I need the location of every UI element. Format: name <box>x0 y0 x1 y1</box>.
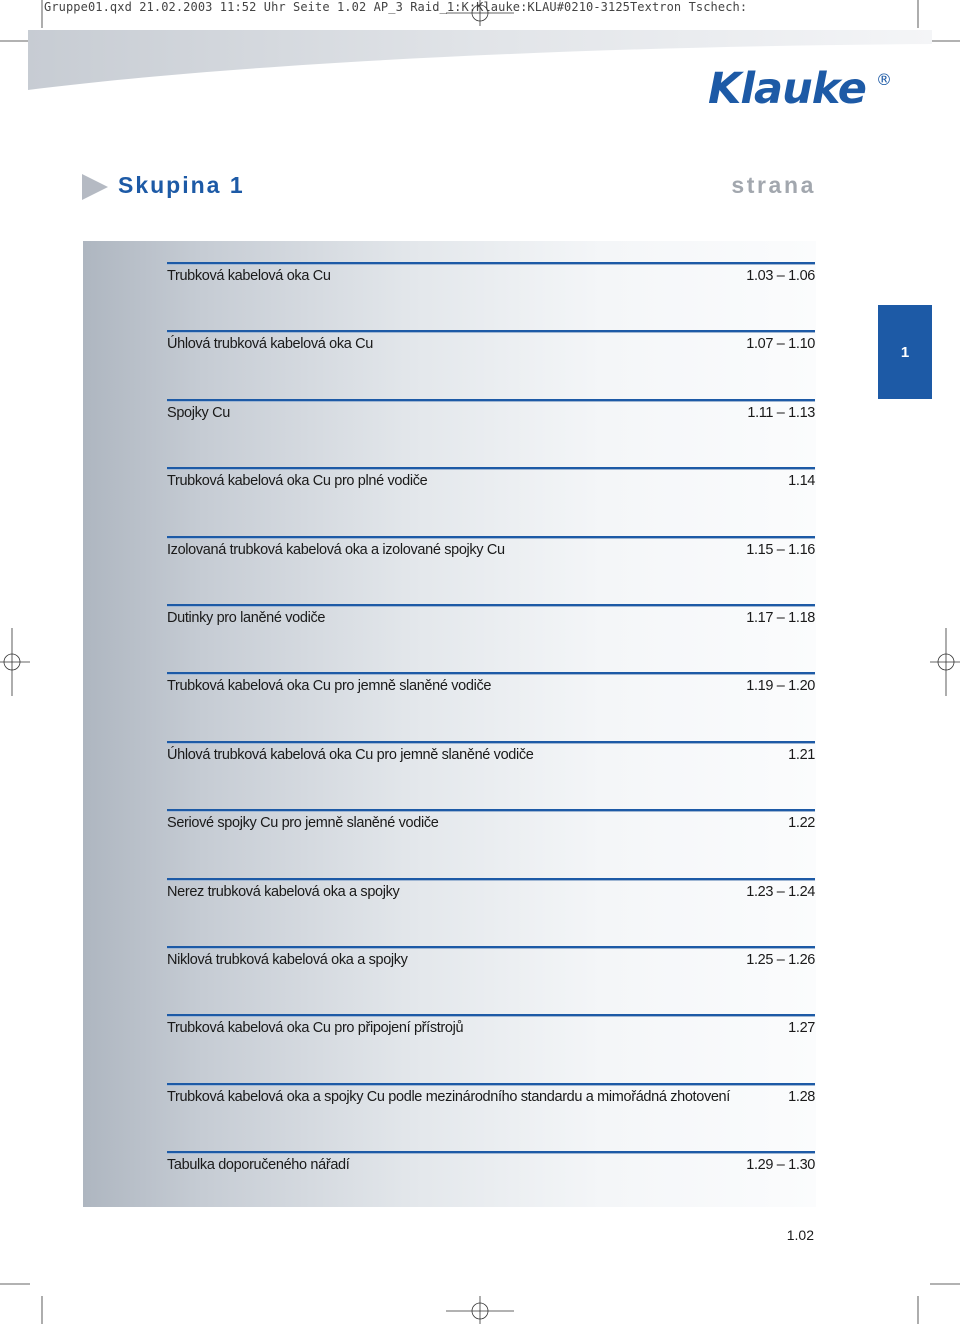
toc-row[interactable] <box>167 399 815 467</box>
row-divider <box>167 946 815 948</box>
toc-row[interactable] <box>167 1151 815 1219</box>
row-divider <box>167 604 815 606</box>
toc-row[interactable] <box>167 946 815 1014</box>
page-number: 1.02 <box>786 1227 814 1243</box>
klauke-logo: Klauke <box>708 64 866 114</box>
row-divider <box>167 878 815 880</box>
toc-row[interactable] <box>167 536 815 604</box>
toc-entry-title: Niklová trubková kabelová oka a spojky <box>167 951 408 968</box>
slug-line: Gruppe01.qxd 21.02.2003 11:52 Uhr Seite 1.02 AP_3 Raid_1:K:Klauke:KLAU#0210-3125Textron Tschech: <box>44 0 748 14</box>
toc-entry-pages: 1.07 – 1.10 <box>746 336 815 353</box>
toc-entry-title: Spojky Cu <box>167 404 230 421</box>
toc-entry-title: Trubková kabelová oka Cu <box>167 268 331 284</box>
toc-entry-title: Úhlová trubková kabelová oka Cu <box>167 336 373 353</box>
toc-entry-pages: 1.22 <box>788 815 815 832</box>
row-divider <box>167 672 815 674</box>
row-divider <box>167 1151 815 1153</box>
toc-entry-pages: 1.17 – 1.18 <box>746 609 815 626</box>
toc-row[interactable] <box>167 672 815 740</box>
toc-entry-pages: 1.29 – 1.30 <box>746 1157 815 1174</box>
toc-entry-pages: 1.25 – 1.26 <box>746 951 815 968</box>
chapter-tab[interactable]: 1 <box>878 305 932 399</box>
registered-mark: ® <box>876 70 892 89</box>
toc-entry-title: Trubková kabelová oka Cu pro připojení přístrojů <box>167 1020 464 1037</box>
toc-row[interactable] <box>167 330 815 398</box>
toc-row[interactable] <box>167 262 815 330</box>
toc-entry-pages: 1.15 – 1.16 <box>746 541 815 558</box>
toc-entry-pages: 1.03 – 1.06 <box>746 268 815 284</box>
toc-entry-title: Trubková kabelová oka a spojky Cu podle mezinárodního standardu a mimořádná zhotovení <box>167 1088 730 1105</box>
toc-entry-pages: 1.19 – 1.20 <box>746 678 815 695</box>
row-divider <box>167 741 815 743</box>
toc-entry-title: Úhlová trubková kabelová oka Cu pro jemně slaněné vodiče <box>167 746 534 763</box>
section-title: Skupina 1 <box>118 172 245 198</box>
toc-entry-pages: 1.11 – 1.13 <box>747 404 815 421</box>
toc-entry-title: Nerez trubková kabelová oka a spojky <box>167 883 400 900</box>
table-of-contents <box>167 262 815 1219</box>
toc-row[interactable] <box>167 604 815 672</box>
row-divider <box>167 330 815 332</box>
toc-entry-title: Trubková kabelová oka Cu pro plné vodiče <box>167 473 428 490</box>
toc-entry-pages: 1.28 <box>788 1088 815 1105</box>
toc-entry-pages: 1.21 <box>788 746 815 763</box>
toc-row[interactable] <box>167 467 815 535</box>
row-divider <box>167 262 815 264</box>
toc-row[interactable] <box>167 1014 815 1082</box>
toc-row[interactable] <box>167 741 815 809</box>
toc-entry-title: Tabulka doporučeného nářadí <box>167 1157 350 1174</box>
toc-entry-title: Trubková kabelová oka Cu pro jemně slaněné vodiče <box>167 678 492 695</box>
row-divider <box>167 809 815 811</box>
row-divider <box>167 536 815 538</box>
toc-entry-title: Seriové spojky Cu pro jemně slaněné vodiče <box>167 815 439 832</box>
toc-entry-pages: 1.14 <box>788 473 815 490</box>
section-header <box>82 172 816 204</box>
toc-entry-title: Dutinky pro laněné vodiče <box>167 609 326 626</box>
row-divider <box>167 399 815 401</box>
row-divider <box>167 467 815 469</box>
page-column-label: strana <box>731 172 816 198</box>
toc-row[interactable] <box>167 878 815 946</box>
toc-entry-pages: 1.27 <box>788 1020 815 1037</box>
row-divider <box>167 1014 815 1016</box>
row-divider <box>167 1083 815 1085</box>
toc-entry-pages: 1.23 – 1.24 <box>746 883 815 900</box>
play-arrow-icon <box>82 174 108 200</box>
toc-entry-title: Izolovaná trubková kabelová oka a izolované spojky Cu <box>167 541 505 558</box>
toc-row[interactable] <box>167 1083 815 1151</box>
toc-row[interactable] <box>167 809 815 877</box>
